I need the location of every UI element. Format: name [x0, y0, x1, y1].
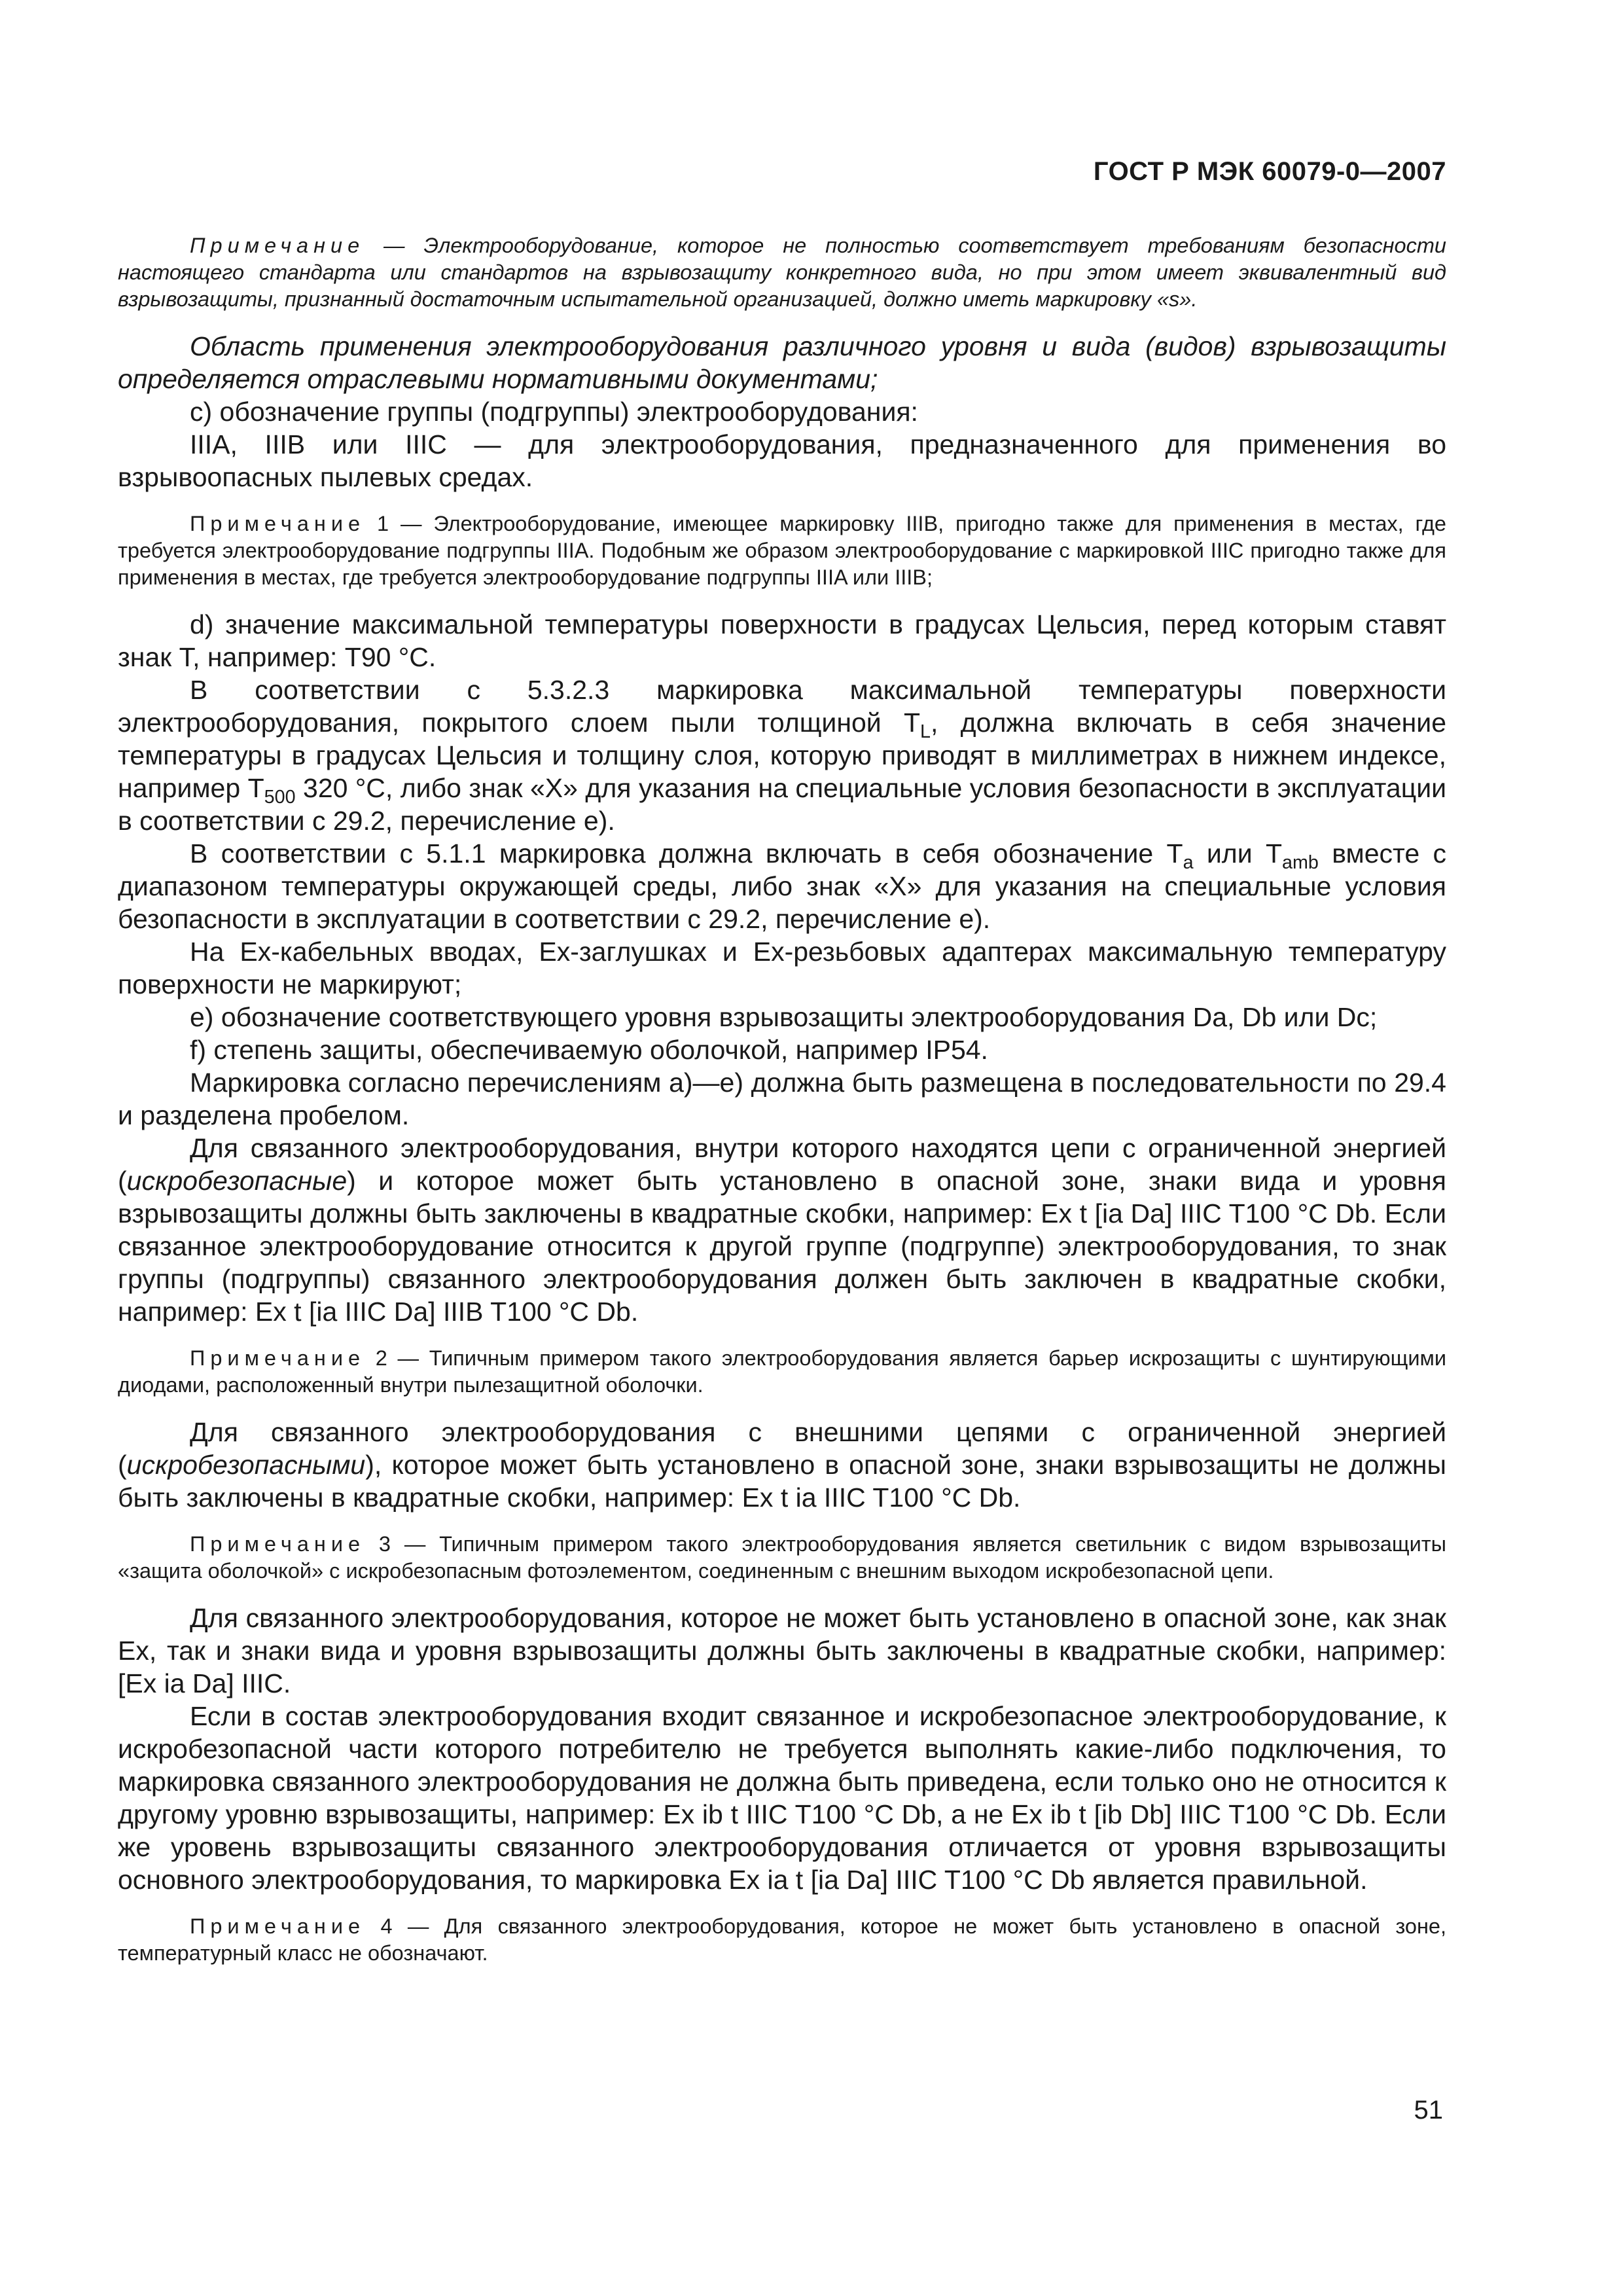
note-dash: — [365, 234, 424, 257]
note-3 [118, 1531, 1446, 1585]
paragraph-5-1-1 [118, 837, 1446, 935]
page-number: 51 [1414, 2096, 1443, 2125]
document-code-header: ГОСТ Р МЭК 60079-0—2007 [1093, 157, 1446, 186]
note-2 [118, 1345, 1446, 1399]
note-text: — Типичным примером такого электрооборудования является барьер искрозащиты с шунтирующими диодами, расположенный внутри пылезащитной оболочки. [118, 1346, 1447, 1397]
paragraph-5-3-2-3 [118, 673, 1446, 837]
note-text: — Электрооборудование, имеющее маркировку IIIB, пригодно также для применения в местах, где требуется электрооборудование подгруппы IIIA. Подобным же образом электрооборудование с маркировкой IIIC пригодно также для применения в местах, где требуется электрооборудование подгруппы IIIA или IIIB; [118, 512, 1446, 589]
subscript: a [1183, 852, 1194, 874]
text-span: ), которое может быть установлено в опасной зоне, знаки взрывозащиты не должны быть заключены в квадратные скобки, например: Ex t ia IIIC T100 °C Db. [118, 1450, 1446, 1513]
note-4 [118, 1913, 1446, 1967]
groups-paragraph: IIIA, IIIB или IIIC — для электрооборудования, предназначенного для применения во взрывоопасных пылевых средах. [118, 429, 1446, 492]
note-label: Примечание [190, 1532, 366, 1556]
list-item-f: f) степень защиты, обеспечиваемую оболочкой, например IP54. [190, 1035, 988, 1065]
associated-equipment-paragraph-2 [118, 1416, 1446, 1514]
note-number: 1 [365, 512, 389, 535]
list-item-d: d) значение максимальной температуры поверхности в градусах Цельсия, перед которым ставят знак T, например: T90 °C. [118, 609, 1446, 672]
order-paragraph: Маркировка согласно перечислениям a)—e) должна быть размещена в последовательности по 29.4 и разделена пробелом. [118, 1067, 1446, 1130]
note-intro [118, 232, 1446, 313]
text-span: В соответствии с 5.1.1 маркировка должна включать в себя обозначение T [190, 838, 1183, 869]
associated-equipment-paragraph-3: Для связанного электрооборудования, которое не может быть установлено в опасной зоне, как знак Ex, так и знаки вида и уровня взрывозащиты должны быть заключены в квадратные скобки, например: [Ex ia Da] IIIC. [118, 1603, 1446, 1698]
subscript: L [920, 721, 931, 743]
text-span: , должна включать в себя значение температуры в градусах Цельсия и толщину слоя, которую приводят в миллиметрах в нижнем индексе, например T [118, 708, 1446, 803]
note-label: Примечание [190, 512, 366, 535]
italic-span: искробезопасными [126, 1450, 366, 1480]
text-span: или T [1193, 838, 1283, 869]
text-span: Для связанного электрооборудования с внешними цепями с ограниченной энергией ( [118, 1417, 1446, 1480]
note-text: — Типичным примером такого электрооборудования является светильник с видом взрывозащиты «защита оболочкой» с искробезопасным фотоэлементом, соединенным с внешним выходом искробезопасной цепи. [118, 1532, 1446, 1583]
list-item-c: c) обозначение группы (подгруппы) электрооборудования: [190, 397, 918, 427]
note-number: 4 [365, 1914, 393, 1938]
note-text: Электрооборудование, которое не полностью соответствует требованиям безопасности настоящего стандарта или стандартов на взрывозащиту конкретного вида, но при этом имеет эквивалентный вид взрывозащиты, признанный достаточным испытательной организацией, должно иметь маркировку «s». [118, 234, 1446, 311]
note-number: 2 [365, 1346, 387, 1370]
subscript: amb [1282, 852, 1319, 874]
note-label: Примечание [190, 234, 365, 257]
associated-equipment-paragraph-4: Если в состав электрооборудования входит связанное и искробезопасное электрооборудование, к искробезопасной части которого потребителю не требуется выполнять какие-либо подключения, то маркировка связанного электрооборудования не должна быть приведена, если только оно не относится к другому уровню взрывозащиты, например: Ex ib t IIIC T100 °C Db, а не Ex ib t [ib Db] IIIC T100 °C Db. Если же уровень взрывозащиты связанного электрооборудования отличается от уровня взрывозащиты основного электрооборудования, то маркировка Ex ia t [ia Da] IIIC T100 °C Db является правильной. [118, 1701, 1446, 1895]
associated-equipment-paragraph-1 [118, 1132, 1446, 1328]
text-span: ) и которое может быть установлено в опасной зоне, знаки вида и уровня взрывозащиты должны быть заключены в квадратные скобки, например: Ex t [ia Da] IIIC T100 °C Db. Если связанное электрооборудование относится к другой группе (подгруппе) электрооборудования, то знак группы (подгруппы) связанного электрооборудования должен быть заключен в квадратные скобки, например: Ex t [ia IIIC Da] IIIB T100 °C Db. [118, 1166, 1446, 1327]
note-label: Примечание [190, 1346, 366, 1370]
page-content [118, 232, 1446, 1967]
text-span: 320 °C, либо знак «X» для указания на специальные условия безопасности в эксплуатации в соответствии с 29.2, перечисление e). [118, 773, 1447, 836]
text-span: Для связанного электрооборудования, внутри которого находятся цепи с ограниченной энергией ( [118, 1133, 1446, 1196]
note-label: Примечание [190, 1914, 366, 1938]
note-number: 3 [365, 1532, 391, 1556]
note-1 [118, 511, 1446, 591]
ex-cable-paragraph: На Ex-кабельных вводах, Ex-заглушках и Ex-резьбовых адаптерах максимальную температуру поверхности не маркируют; [118, 937, 1446, 999]
text-span: В соответствии с 5.3.2.3 маркировка максимальной температуры поверхности электрооборудования, покрытого слоем пыли толщиной T [118, 675, 1446, 738]
subscript: 500 [264, 787, 296, 808]
italic-span: искробезопасные [126, 1166, 348, 1196]
note-text: — Для связанного электрооборудования, которое не может быть установлено в опасной зоне, температурный класс не обозначают. [118, 1914, 1447, 1965]
list-item-e: e) обозначение соответствующего уровня взрывозащиты электрооборудования Da, Db или Dc; [190, 1002, 1378, 1032]
scope-paragraph: Область применения электрооборудования различного уровня и вида (видов) взрывозащиты определяется отраслевыми нормативными документами; [118, 331, 1446, 394]
text-span: вместе с диапазоном температуры окружающей среды, либо знак «X» для указания на специальные условия безопасности в эксплуатации в соответствии с 29.2, перечисление e). [118, 838, 1446, 934]
